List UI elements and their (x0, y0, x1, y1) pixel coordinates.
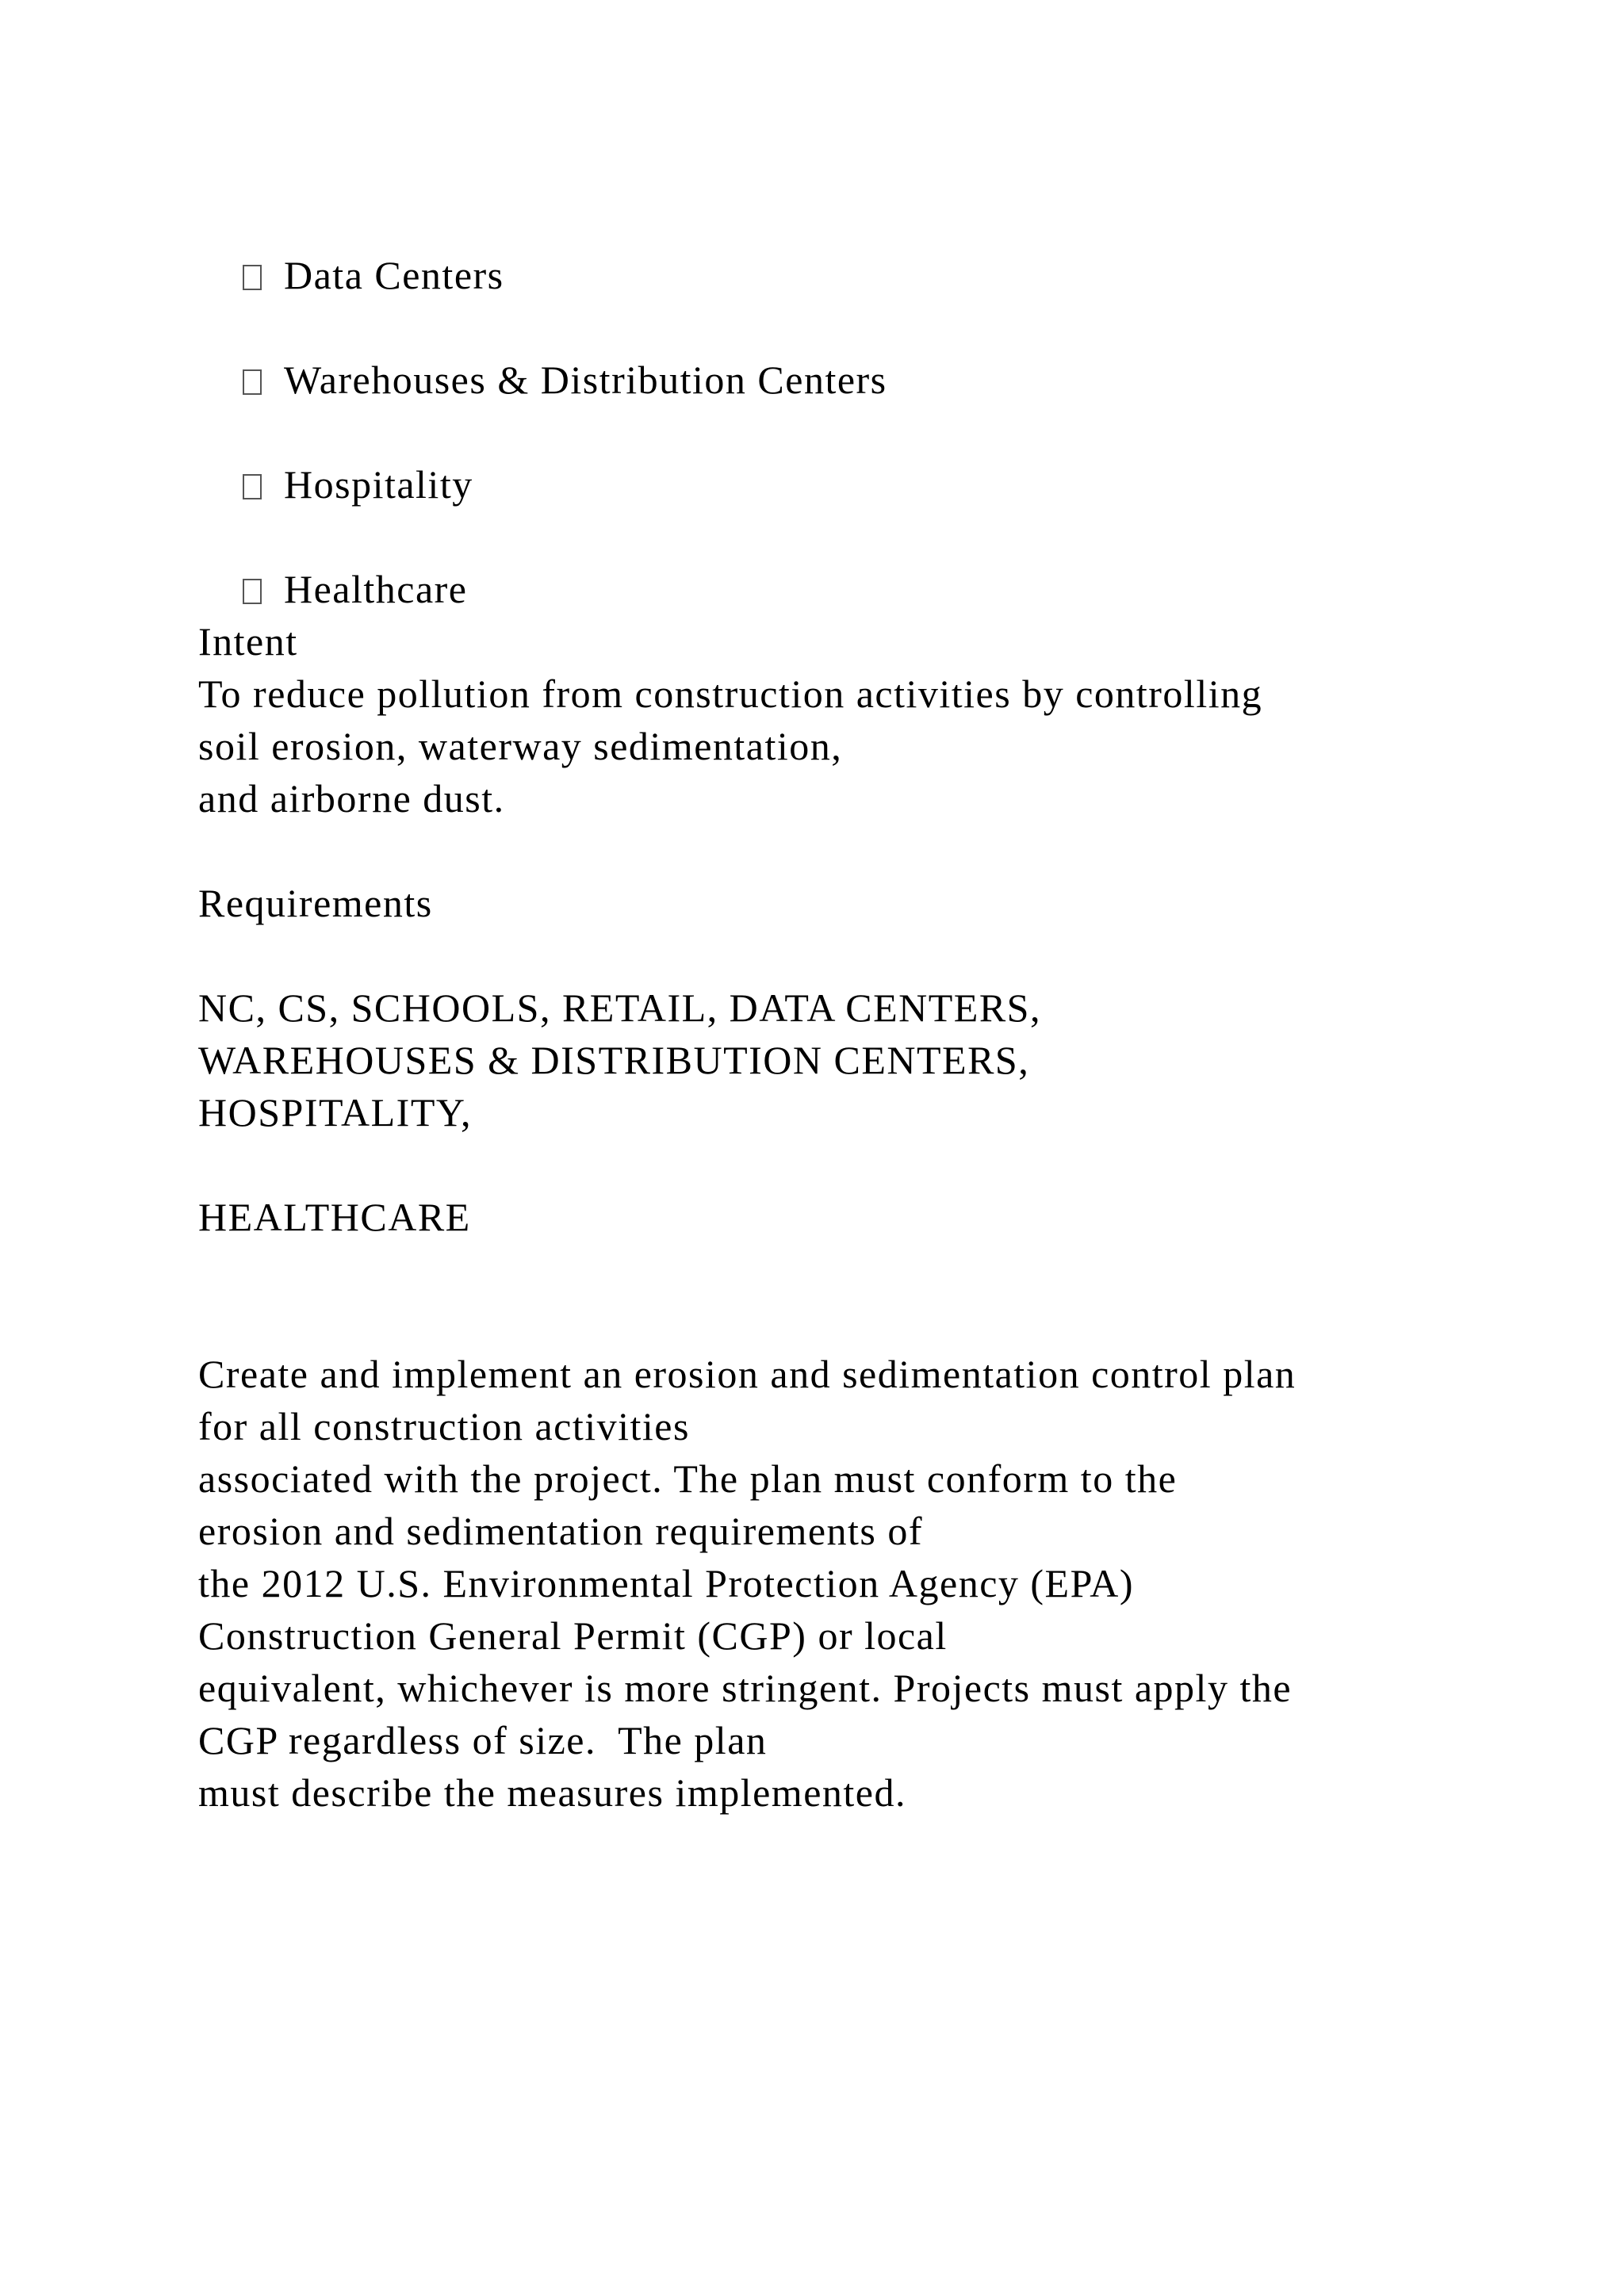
intent-heading: Intent (198, 619, 298, 664)
checkbox-icon (243, 369, 262, 395)
intent-text-line: and airborne dust. (198, 776, 505, 821)
requirements-text-line: CGP regardless of size. The plan (198, 1718, 768, 1762)
bullet-label: Healthcare (284, 567, 468, 611)
project-types-line: HOSPITALITY, (198, 1090, 473, 1135)
requirements-text-line: Create and implement an erosion and sedimentation control plan (198, 1352, 1297, 1396)
project-types-line: NC, CS, SCHOOLS, RETAIL, DATA CENTERS, (198, 985, 1041, 1030)
requirements-text-line: associated with the project. The plan must conform to the (198, 1456, 1178, 1501)
project-types-line: WAREHOUSES & DISTRIBUTION CENTERS, (198, 1038, 1030, 1082)
intent-text-line: To reduce pollution from construction activities by controlling (198, 672, 1263, 716)
requirements-text-line: must describe the measures implemented. (198, 1770, 906, 1815)
project-types-line: HEALTHCARE (198, 1195, 471, 1239)
bullet-label: Hospitality (284, 462, 473, 507)
checkbox-icon (243, 265, 262, 290)
requirements-heading: Requirements (198, 881, 433, 925)
bullet-label: Warehouses & Distribution Centers (284, 358, 887, 402)
requirements-text-line: the 2012 U.S. Environmental Protection Agency (EPA) (198, 1561, 1135, 1605)
checkbox-icon (243, 579, 262, 604)
checkbox-icon (243, 474, 262, 499)
intent-text-line: soil erosion, waterway sedimentation, (198, 724, 843, 768)
requirements-text-line: for all construction activities (198, 1404, 690, 1448)
bullet-label: Data Centers (284, 253, 504, 297)
requirements-text-line: Construction General Permit (CGP) or local (198, 1613, 948, 1658)
requirements-text-line: equivalent, whichever is more stringent. Projects must apply the (198, 1666, 1293, 1710)
requirements-text-line: erosion and sedimentation requirements of (198, 1509, 924, 1553)
